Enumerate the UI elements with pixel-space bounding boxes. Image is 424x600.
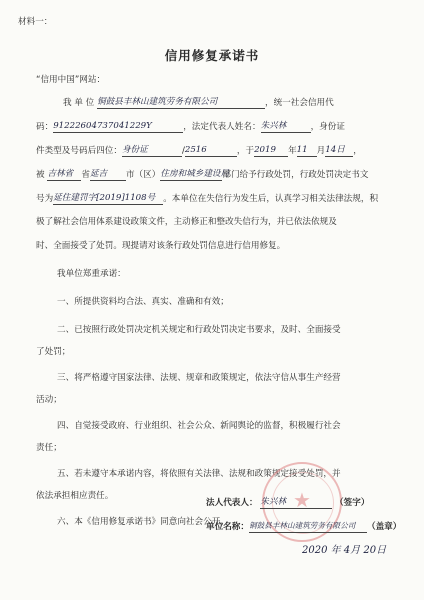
commit-intro: 我单位郑重承诺： (57, 269, 126, 279)
sign-date: 2020 年 4月 20日 (302, 545, 387, 556)
text-credit-code-label: ，统一社会信用代 (264, 98, 334, 108)
month-handwriting: 11 (296, 145, 308, 155)
month-field (297, 144, 317, 157)
document-title: 信用修复承诺书 (164, 48, 260, 63)
text-year: 年 (288, 146, 297, 156)
city-field (90, 168, 126, 181)
unit-sign-suffix: （盖章） (366, 522, 402, 532)
para1-line1 (63, 96, 334, 109)
commit-item-4: 四、自觉接受政府、行业组织、社会公众、新闻舆论的监督，积极履行社会 (57, 421, 341, 431)
para1-line6: 极了解社会信用体系建设政策文件，主动修正和整改失信行为，并已依法依规及 (36, 217, 337, 227)
text-after-decision: 。本单位在失信行为发生后，认真学习相关法律法规，积 (163, 194, 379, 204)
unit-label: 单位名称： (206, 522, 249, 532)
text-province: 省 (81, 170, 90, 180)
text-on: ，于 (236, 146, 255, 156)
rep-signature-field (260, 496, 332, 509)
city-handwriting: 延吉 (89, 169, 108, 179)
para1-line4 (36, 168, 368, 181)
text-penalty: 部门给予行政处罚，行政处罚决定书文 (222, 170, 369, 180)
addressee: “信用中国”网站： (36, 75, 106, 85)
text-rep-name-label: ，法定代表人姓名： (183, 122, 261, 132)
commit-item-6: 六、本《信用修复承诺书》同意向社会公开。 (57, 517, 229, 527)
day-handwriting: 14日 (325, 145, 345, 155)
day-field (325, 144, 353, 157)
text-number-label: 号为 (36, 194, 54, 204)
commit-item-1: 一、所提供资料均合法、真实、准确和有效； (57, 297, 229, 307)
text-comma: ， (353, 146, 362, 156)
unit-signature-field (249, 520, 367, 533)
rep-label: 法人代表人： (206, 498, 258, 508)
commit-item-2: 二、已按照行政处罚决定机关规定和行政处罚决定书要求，及时、全面接受 (57, 325, 341, 335)
decision-no-field (53, 192, 163, 205)
text-slash: / (181, 146, 185, 156)
credit-code-handwriting: 91222604737041229Y (53, 121, 152, 131)
commit-item-2-cont: 了处罚； (36, 347, 71, 357)
credit-code-field (53, 120, 183, 133)
material-label: 材料一： (18, 17, 53, 27)
id-last4-field (185, 144, 237, 157)
id-type-field (122, 144, 182, 157)
year-field (254, 144, 288, 157)
text-code-label: 码： (36, 122, 54, 132)
dept-handwriting: 住房和城乡建设局 (160, 169, 230, 179)
unit-signature-row (206, 520, 401, 533)
para1-line5 (36, 192, 378, 205)
text-by: 被 (36, 170, 45, 180)
commit-item-5-cont: 依法承担相应责任。 (36, 491, 114, 501)
text-unit-lead: 我 单 位 (63, 98, 95, 108)
year-handwriting: 2019 (254, 145, 276, 155)
id-type-handwriting: 身份证 (121, 145, 148, 155)
province-field (47, 168, 81, 181)
rep-sign-suffix: （签字） (335, 498, 370, 508)
commit-item-3: 三、将严格遵守国家法律、法规、规章和政策规定，依法守信从事生产经营 (57, 373, 341, 383)
decision-no-handwriting: 延住建罚字[2019]1108号 (53, 193, 156, 203)
text-id-type-label: 件类型及号码后四位： (36, 146, 122, 156)
commit-item-5: 五、若未遵守本承诺内容，将依照有关法律、法规和政策规定接受处罚，并 (57, 469, 341, 479)
text-id-label: ，身份证 (310, 122, 345, 132)
province-handwriting: 吉林省 (47, 169, 74, 179)
para1-line3 (36, 144, 362, 157)
org-name-handwriting: 铜鼓县丰林山建筑劳务有限公司 (96, 97, 218, 107)
seal-star-icon: ★ (293, 488, 311, 512)
id-last4-handwriting: 2516 (184, 145, 207, 155)
org-name-field (97, 96, 265, 109)
para1-line2 (36, 120, 345, 133)
rep-name-field (261, 120, 311, 133)
rep-signature-row (206, 496, 369, 509)
dept-field (160, 168, 230, 181)
rep-name-handwriting: 朱兴林 (260, 121, 287, 131)
para1-line7: 时、全面接受了处罚。现提请对该条行政处罚信息进行信用修复。 (36, 241, 286, 251)
text-city: 市（区） (125, 170, 161, 180)
commit-item-4-cont: 责任； (36, 443, 62, 453)
commit-item-3-cont: 活动； (36, 395, 62, 405)
unit-signature: 铜鼓县丰林山建筑劳务有限公司 (248, 521, 356, 530)
text-month: 月 (316, 146, 326, 156)
rep-signature: 朱兴林 (260, 497, 287, 507)
